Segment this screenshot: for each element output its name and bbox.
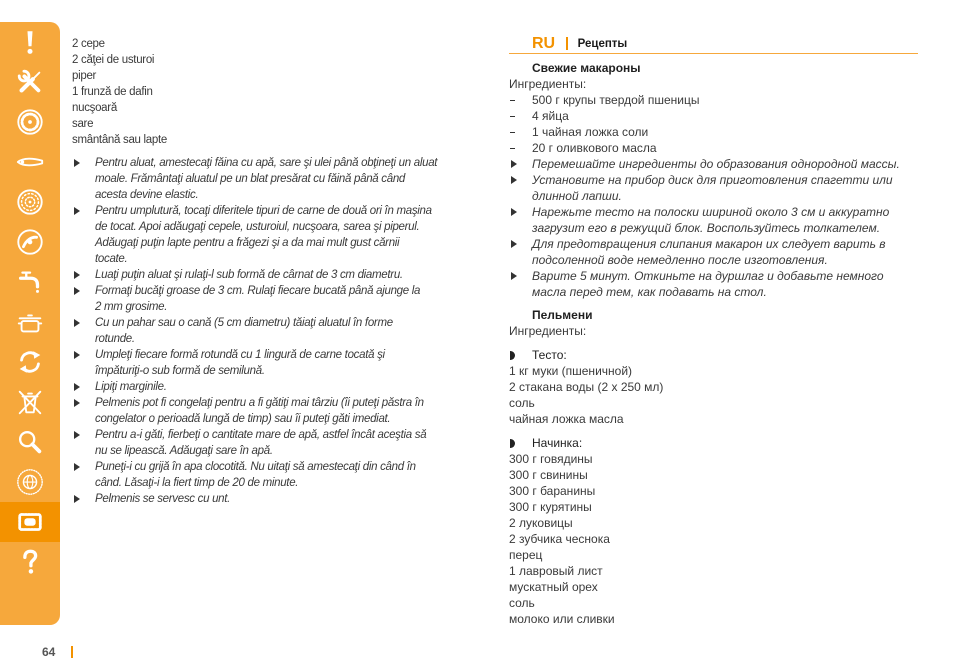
recycle-arrows-icon (15, 347, 45, 377)
instruction-step (509, 156, 918, 172)
bullet-triangle-icon (74, 319, 80, 327)
instruction-step (72, 395, 497, 427)
certification-badge-icon (15, 467, 45, 497)
ingredient-item: 1 frunză de dafin (72, 86, 153, 98)
step-line: Перемешайте ингредиенты до образования однородной массы. (532, 157, 900, 171)
step-line: Для предотвращения слипания макарон их следует варить в (532, 237, 886, 251)
step-text (95, 379, 497, 395)
step-line: 2 mm grosime. (95, 301, 168, 313)
step-line: Pentru a-i găti, fierbeţi o cantitate mare de apă, astfel încât aceştia să (95, 429, 427, 441)
sidebar-tab-guarantee[interactable] (0, 462, 60, 502)
fresh-pasta-recipe (509, 60, 918, 300)
bullet-triangle-icon (74, 431, 80, 439)
ingredient-item: piper (72, 70, 97, 82)
grating-disc-icon (15, 107, 45, 137)
dough-ingredients (509, 347, 918, 427)
bullet-triangle-icon (74, 399, 80, 407)
bullet-triangle-icon (74, 271, 80, 279)
ingredient-item: 2 зубчика чеснока (509, 532, 610, 546)
filling-label: Начинка: (532, 436, 583, 450)
ingredient-item: 300 г баранины (509, 484, 596, 498)
instruction-step (72, 459, 497, 491)
ravioli-icon (15, 507, 45, 537)
sidebar-tab-troubleshooting[interactable] (0, 422, 60, 462)
bullet-triangle-icon (74, 383, 80, 391)
step-text (95, 459, 497, 491)
step-line: Установите на прибор диск для приготовления спагетти или (532, 173, 893, 187)
ingredient-item (509, 124, 918, 140)
ingredient-item: 300 г курятины (509, 500, 592, 514)
sidebar-tab-slicing[interactable] (0, 182, 60, 222)
ingredient-item: чайная ложка масла (509, 412, 624, 426)
filling-ingredients (509, 435, 918, 627)
step-line: moale. Frământaţi aluatul pe un blat presărat cu făină până când (95, 173, 406, 185)
ingredient-item: 300 г говядины (509, 452, 593, 466)
ingredient-item: smântână sau lapte (72, 134, 167, 146)
step-line: când. Lăsaţi-i la fiert timp de 20 de minute. (95, 477, 299, 489)
ingredient-item: 1 лавровый лист (509, 564, 603, 578)
step-text (95, 155, 497, 203)
ingredient-item (509, 108, 918, 124)
ingredient-list (72, 36, 497, 148)
dough-heading (509, 347, 918, 363)
crossed-bin-icon (15, 387, 45, 417)
ingredient-item: мускатный орех (509, 580, 598, 594)
sidebar-tab-assembly[interactable] (0, 62, 60, 102)
step-line: длинной лапши. (532, 189, 622, 203)
dash-marker (510, 116, 515, 117)
step-line: Formaţi bucăţi groase de 3 cm. Rulaţi fiecare bucată până ajunge la (95, 285, 421, 297)
recipe-title: Свежие макароны (532, 61, 641, 75)
dash-marker (510, 100, 515, 101)
sidebar-tab-disposal[interactable] (0, 382, 60, 422)
section-sidebar (0, 22, 60, 625)
bullet-triangle-icon (511, 272, 517, 280)
instruction-step (509, 172, 918, 204)
step-line: масла перед тем, как подавать на стол. (532, 285, 767, 299)
ingredient-item: соль (509, 396, 535, 410)
language-code: RU (532, 34, 556, 52)
ingredient-text: 4 яйца (532, 109, 569, 123)
instruction-step (72, 379, 497, 395)
ingredient-item: 1 кг муки (пшеничной) (509, 364, 633, 378)
step-text (532, 204, 918, 236)
sidebar-tab-blades[interactable] (0, 222, 60, 262)
step-line: Pentru aluat, amestecaţi făina cu apă, sare şi ulei până obţineţi un aluat (95, 157, 438, 169)
ingredient-item: соль (509, 596, 535, 610)
step-line: Cu un pahar sau o cană (5 cm diametru) tăiaţi aluatul în forme (95, 317, 393, 329)
ingredient-list (509, 363, 918, 427)
bullet-triangle-icon (74, 287, 80, 295)
half-circle-bullet-icon (510, 439, 515, 448)
step-text (95, 427, 497, 459)
section-header (532, 35, 627, 52)
step-text (532, 172, 918, 204)
ingredient-item: 2 căţei de usturoi (72, 54, 155, 66)
blade-disc-icon (15, 227, 45, 257)
step-line: tocate. (95, 253, 128, 265)
magnifier-icon (15, 427, 45, 457)
step-line: acesta devine elastic. (95, 189, 199, 201)
step-text (95, 315, 497, 347)
ingredient-text: 500 г крупы твердой пшеницы (532, 93, 700, 107)
instruction-step (509, 268, 918, 300)
faucet-icon (15, 267, 45, 297)
step-text (532, 268, 918, 300)
step-line: Нарежьте тесто на полоски шириной около 3 см и аккуратно (532, 205, 890, 219)
ingredient-item: 2 стакана воды (2 x 250 мл) (509, 380, 664, 394)
ingredients-label: Ингредиенты: (509, 77, 587, 91)
page-number-divider (71, 646, 73, 658)
bullet-triangle-icon (511, 160, 517, 168)
instruction-list (509, 156, 918, 300)
step-line: Pelmenis se servesc cu unt. (95, 493, 231, 505)
ingredient-item (509, 92, 918, 108)
step-line: congelator o perioadă lungă de timp) sau îi puteţi găti imediat. (95, 413, 391, 425)
step-text (95, 267, 497, 283)
instruction-step (72, 427, 497, 459)
header-rule (509, 53, 918, 54)
header-divider (566, 37, 568, 50)
bullet-triangle-icon (511, 240, 517, 248)
instruction-step (509, 236, 918, 268)
step-line: Umpleţi fiecare formă rotundă cu 1 lingură de carne tocată şi (95, 349, 385, 361)
sidebar-tab-maintenance[interactable] (0, 342, 60, 382)
step-line: Pelmenis pot fi congelaţi pentru a fi gătiţi mai târziu (îi puteţi păstra în (95, 397, 424, 409)
step-line: de tocat. Apoi adăugaţi cepele, usturoiul, nucşoara, sarea şi piperul. (95, 221, 420, 233)
bullet-triangle-icon (74, 495, 80, 503)
step-line: Puneţi-i cu grijă în apa clocotită. Nu uitaţi să amestecaţi din când în (95, 461, 416, 473)
half-circle-bullet-icon (510, 351, 515, 360)
dash-marker (510, 132, 515, 133)
section-title: Рецепты (577, 37, 628, 50)
ingredient-item: 2 cepe (72, 38, 105, 50)
ingredient-item: sare (72, 118, 94, 130)
recipe-title: Пельмени (532, 308, 593, 322)
ingredient-item: молоко или сливки (509, 612, 615, 626)
sidebar-tab-help[interactable] (0, 542, 60, 582)
instruction-step (72, 315, 497, 347)
ingredient-item (509, 140, 918, 156)
exclamation-icon (15, 27, 45, 57)
step-line: rotunde. (95, 333, 135, 345)
bullet-triangle-icon (511, 208, 517, 216)
ingredient-list (509, 451, 918, 627)
instruction-step (72, 347, 497, 379)
dough-label: Тесто: (532, 348, 567, 362)
instruction-step (72, 155, 497, 203)
instruction-step (509, 204, 918, 236)
ingredient-item: 2 луковицы (509, 516, 573, 530)
question-icon (15, 547, 45, 577)
slicing-disc-icon (15, 187, 45, 217)
sidebar-tab-grating[interactable] (0, 102, 60, 142)
sidebar-tab-mixing[interactable] (0, 142, 60, 182)
instruction-step (72, 491, 497, 507)
step-line: nu se lipească. Adăugaţi sare în apă. (95, 445, 273, 457)
filling-heading (509, 435, 918, 451)
step-text (532, 236, 918, 268)
instruction-step (72, 203, 497, 267)
ingredient-item: nucşoară (72, 102, 117, 114)
step-text (95, 347, 497, 379)
bullet-triangle-icon (74, 351, 80, 359)
instruction-list (72, 155, 497, 507)
tools-icon (15, 67, 45, 97)
pot-icon (15, 307, 45, 337)
page-number: 64 (42, 645, 56, 659)
ingredient-item: 300 г свинины (509, 468, 588, 482)
step-line: Pentru umplutură, tocaţi diferitele tipuri de carne de două ori în maşina (95, 205, 432, 217)
sidebar-tab-recipes[interactable] (0, 502, 60, 542)
mixing-paddle-icon (15, 147, 45, 177)
sidebar-tab-cooking[interactable] (0, 302, 60, 342)
sidebar-tab-safety[interactable] (0, 22, 60, 62)
instruction-step (72, 267, 497, 283)
step-line: Lipiţi marginile. (95, 381, 167, 393)
step-text (95, 491, 497, 507)
instruction-step (72, 283, 497, 315)
ingredient-text: 1 чайная ложка соли (532, 125, 649, 139)
ingredient-list (509, 92, 918, 156)
step-line: подсоленной воде немедленно после изготовления. (532, 253, 828, 267)
ingredient-text: 20 г оливкового масла (532, 141, 657, 155)
step-line: Варите 5 минут. Откиньте на дуршлаг и добавьте немного (532, 269, 884, 283)
step-line: Adăugaţi puţin lapte pentru a frăgezi şi a da mai mult gust cărnii (95, 237, 400, 249)
step-line: загрузит его в режущий блок. Воспользуйтесь толкателем. (532, 221, 881, 235)
bullet-triangle-icon (511, 176, 517, 184)
dash-marker (510, 148, 515, 149)
sidebar-tab-cleaning[interactable] (0, 262, 60, 302)
ingredient-item: перец (509, 548, 543, 562)
step-text (532, 156, 918, 172)
romanian-recipe-column (72, 36, 497, 507)
bullet-triangle-icon (74, 207, 80, 215)
step-line: Luaţi puţin aluat şi rulaţi-l sub formă de cârnat de 3 cm diametru. (95, 269, 403, 281)
pelmeni-recipe (509, 307, 918, 627)
ingredients-label: Ингредиенты: (509, 324, 587, 338)
step-text (95, 283, 497, 315)
step-text (95, 395, 497, 427)
step-line: împăturiţi-o sub formă de semilună. (95, 365, 265, 377)
bullet-triangle-icon (74, 463, 80, 471)
bullet-triangle-icon (74, 159, 80, 167)
step-text (95, 203, 497, 267)
